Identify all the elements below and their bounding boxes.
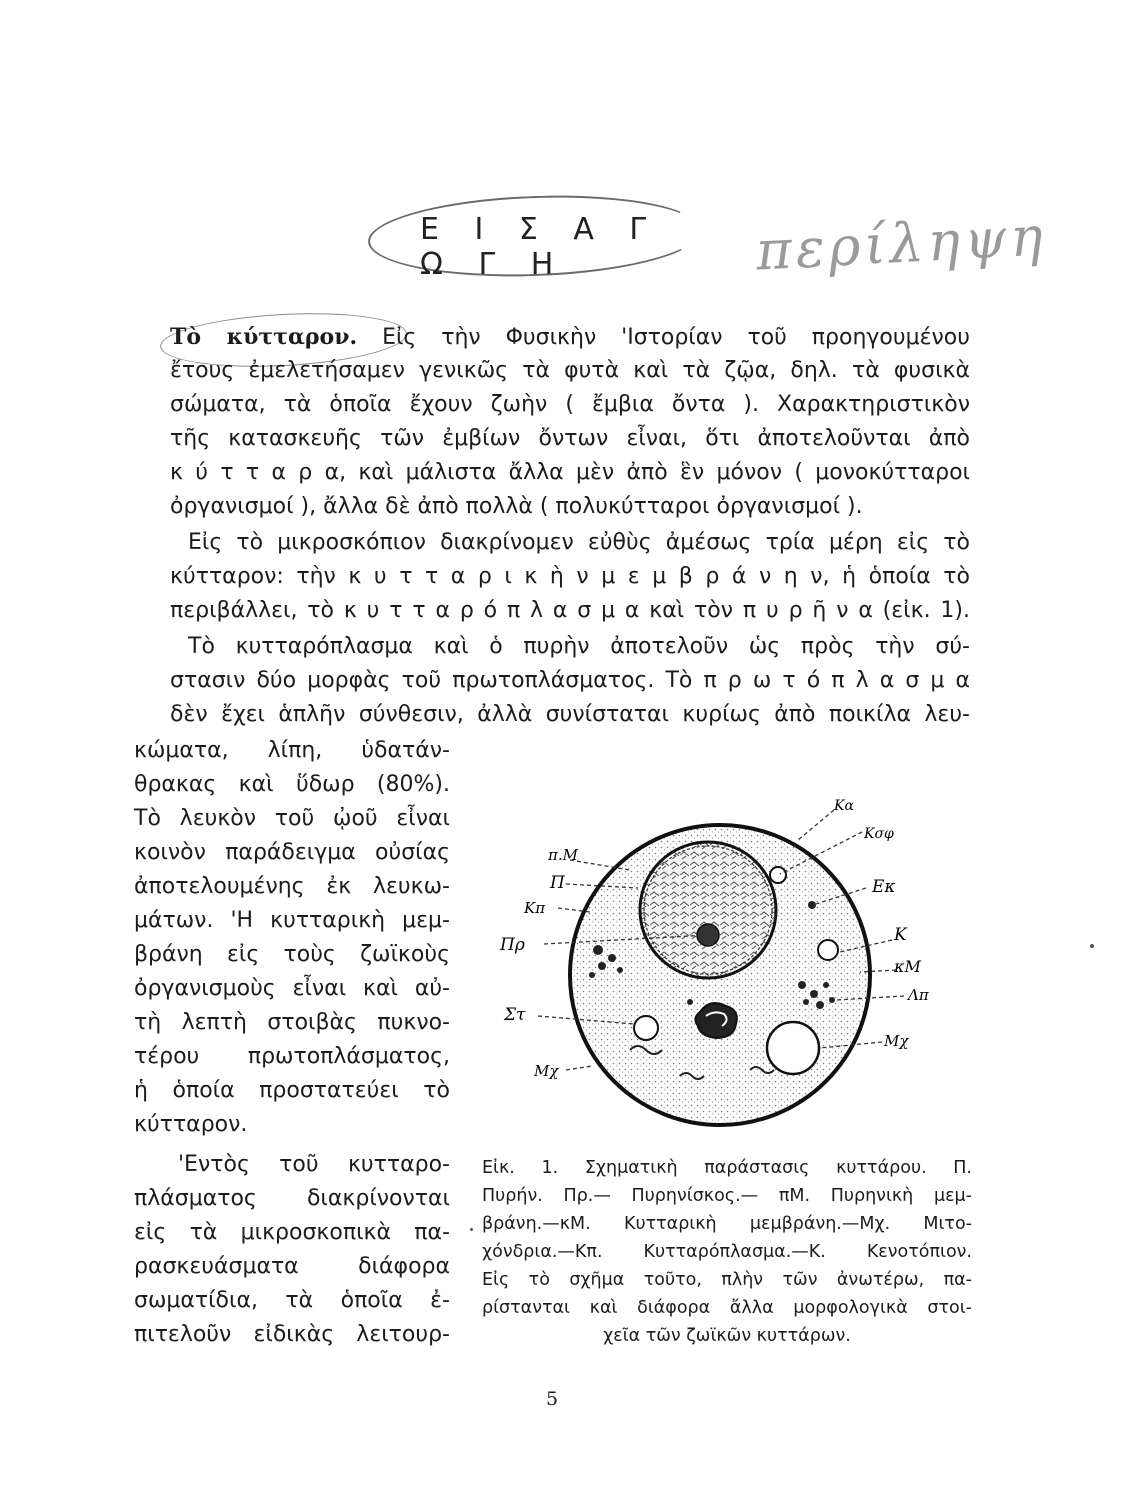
paragraph-line: κοινὸν παράδειγμα οὐσίας <box>134 840 450 865</box>
paragraph-line: στασιν δύο μορφὰς τοῦ πρωτοπλάσματος. Τὸ π ρ ω τ ό π λ α σ μ α <box>170 668 970 693</box>
paragraph-line: πλάσματος διακρίνονται <box>134 1186 450 1211</box>
chapter-heading: Ε Ι Σ Α Γ Ω Γ Η <box>420 212 660 282</box>
label-mx-right: Μχ <box>884 1032 909 1050</box>
paragraph-line: πιτελοῦν εἰδικὰς λειτουρ- <box>134 1322 450 1347</box>
paragraph-line: Τὸ κύτταρον. Εἰς τὴν Φυσικὴν 'Ιστορίαν τοῦ προηγουμένου <box>170 324 970 350</box>
paragraph-line: κύτταρον: τὴν κ υ τ τ α ρ ι κ ὴ ν μ ε μ β ρ ά ν η ν, ἡ ὁποία τὸ <box>170 564 970 589</box>
paragraph-line: μάτων. 'Η κυτταρικὴ μεμ- <box>134 908 450 933</box>
paragraph-line: εἰς τὰ μικροσκοπικὰ πα- <box>134 1220 450 1245</box>
paragraph-line: ἡ ὁποία προστατεύει τὸ <box>134 1078 450 1103</box>
label-pm: π.Μ <box>548 846 578 864</box>
scan-speck <box>470 1228 473 1231</box>
paragraph-line: ἀποτελουμένης ἐκ λευκω- <box>134 874 450 899</box>
paragraph-line: κ ύ τ τ α ρ α, καὶ μάλιστα ἄλλα μὲν ἀπὸ ἓν μόνον ( μονοκύτταροι <box>170 460 970 485</box>
paragraph-line: τῆς κατασκευῆς τῶν ἐμβίων ὄντων εἶναι, ὅτι ἀποτελοῦνται ἀπὸ <box>170 426 970 451</box>
figure-caption-line: ρίστανται καὶ διάφορα ἄλλα μορφολογικὰ στοι- <box>482 1298 972 1318</box>
figure-caption-line: βράνη.—κΜ. Κυτταρικὴ μεμβράνη.—Μχ. Μιτο- <box>482 1214 972 1234</box>
section-lead: Τὸ κύτταρον. <box>170 324 358 350</box>
handwritten-note: περίληψη <box>754 204 1049 283</box>
vacuole <box>634 1016 658 1040</box>
vacuole-large <box>767 1022 819 1074</box>
label-ek: Εκ <box>872 877 896 897</box>
label-lp: Λπ <box>908 986 929 1004</box>
paragraph-line: θρακας καὶ ὕδωρ (80%). <box>134 772 450 797</box>
cell-diagram-figure <box>480 780 980 1160</box>
label-kp: Κπ <box>524 899 546 917</box>
paragraph-line: ὀργανισμοί ), ἄλλα δὲ ἀπὸ πολλὰ ( πολυκύτταροι ὀργανισμοί ). <box>170 494 863 519</box>
label-ksf: Κσφ <box>864 826 894 842</box>
label-mx-left: Μχ <box>534 1062 559 1080</box>
paragraph-line: βράνη εἰς τοὺς ζωϊκοὺς <box>134 942 450 967</box>
paragraph-line: τέρου πρωτοπλάσματος, <box>134 1044 450 1069</box>
paragraph-line: ὀργανισμοὺς εἶναι καὶ αὐ- <box>134 976 450 1001</box>
label-k: Κ <box>894 925 907 945</box>
figure-caption-line: χεῖα τῶν ζωϊκῶν κυττάρων. <box>603 1326 851 1346</box>
paragraph-line: σώματα, τὰ ὁποῖα ἔχουν ζωὴν ( ἔμβια ὄντα ). Χαρακτηριστικὸν <box>170 392 970 417</box>
label-ka: Κα <box>834 798 854 814</box>
paragraph-line: δὲν ἔχει ἁπλῆν σύνθεσιν, ἀλλὰ συνίσταται κυρίως ἀπὸ ποικίλα λευ- <box>170 702 970 727</box>
paragraph-line: ρασκευάσματα διάφορα <box>134 1254 450 1279</box>
vacuole <box>818 940 838 960</box>
label-pr: Πρ <box>500 935 525 955</box>
paragraph-line: Τὸ κυτταρόπλασμα καὶ ὁ πυρὴν ἀποτελοῦν ὡς πρὸς τὴν σύ- <box>188 634 970 659</box>
paragraph-line: κώματα, λίπη, ὑδατάν- <box>134 738 450 763</box>
paragraph-line: σωματίδια, τὰ ὁποῖα ἐ- <box>134 1288 450 1313</box>
figure-caption-line: Πυρήν. Πρ.— Πυρηνίσκος.— πΜ. Πυρηνικὴ μεμ- <box>482 1186 972 1206</box>
label-km: κΜ <box>894 957 921 976</box>
paragraph-line: περιβάλλει, τὸ κ υ τ τ α ρ ό π λ α σ μ α καὶ τὸν π υ ρ ῆ ν α (εἰκ. 1). <box>170 598 970 623</box>
figure-caption-line: χόνδρια.—Κπ. Κυτταρόπλασμα.—Κ. Κενοτόπιον. <box>482 1242 972 1262</box>
paragraph-line: Εἰς τὸ μικροσκόπιον διακρίνομεν εὐθὺς ἀμέσως τρία μέρη εἰς τὸ <box>188 530 970 555</box>
paragraph-line: κύτταρον. <box>134 1112 248 1137</box>
label-st: Στ <box>504 1005 526 1025</box>
cell-diagram <box>480 780 980 1160</box>
paragraph-line: ἔτους ἐμελετήσαμεν γενικῶς τὰ φυτὰ καὶ τὰ ζῷα, δηλ. τὰ φυσικὰ <box>170 358 970 383</box>
scan-speck <box>1090 944 1094 948</box>
page-number: 5 <box>545 1388 559 1410</box>
paragraph-line: 'Εντὸς τοῦ κυτταρο- <box>178 1152 450 1177</box>
label-p: Π <box>550 873 565 893</box>
figure-caption-line: Εἰκ. 1. Σχηματικὴ παράστασις κυττάρου. Π. <box>482 1158 972 1178</box>
paragraph-line: Τὸ λευκὸν τοῦ ᾠοῦ εἶναι <box>134 806 450 831</box>
centrosome <box>770 867 786 883</box>
figure-caption-line: Εἰς τὸ σχῆμα τοῦτο, πλὴν τῶν ἀνωτέρω, πα- <box>482 1270 972 1290</box>
nucleus <box>640 842 776 978</box>
paragraph-line: τὴ λεπτὴ στοιβὰς πυκνο- <box>134 1010 450 1035</box>
